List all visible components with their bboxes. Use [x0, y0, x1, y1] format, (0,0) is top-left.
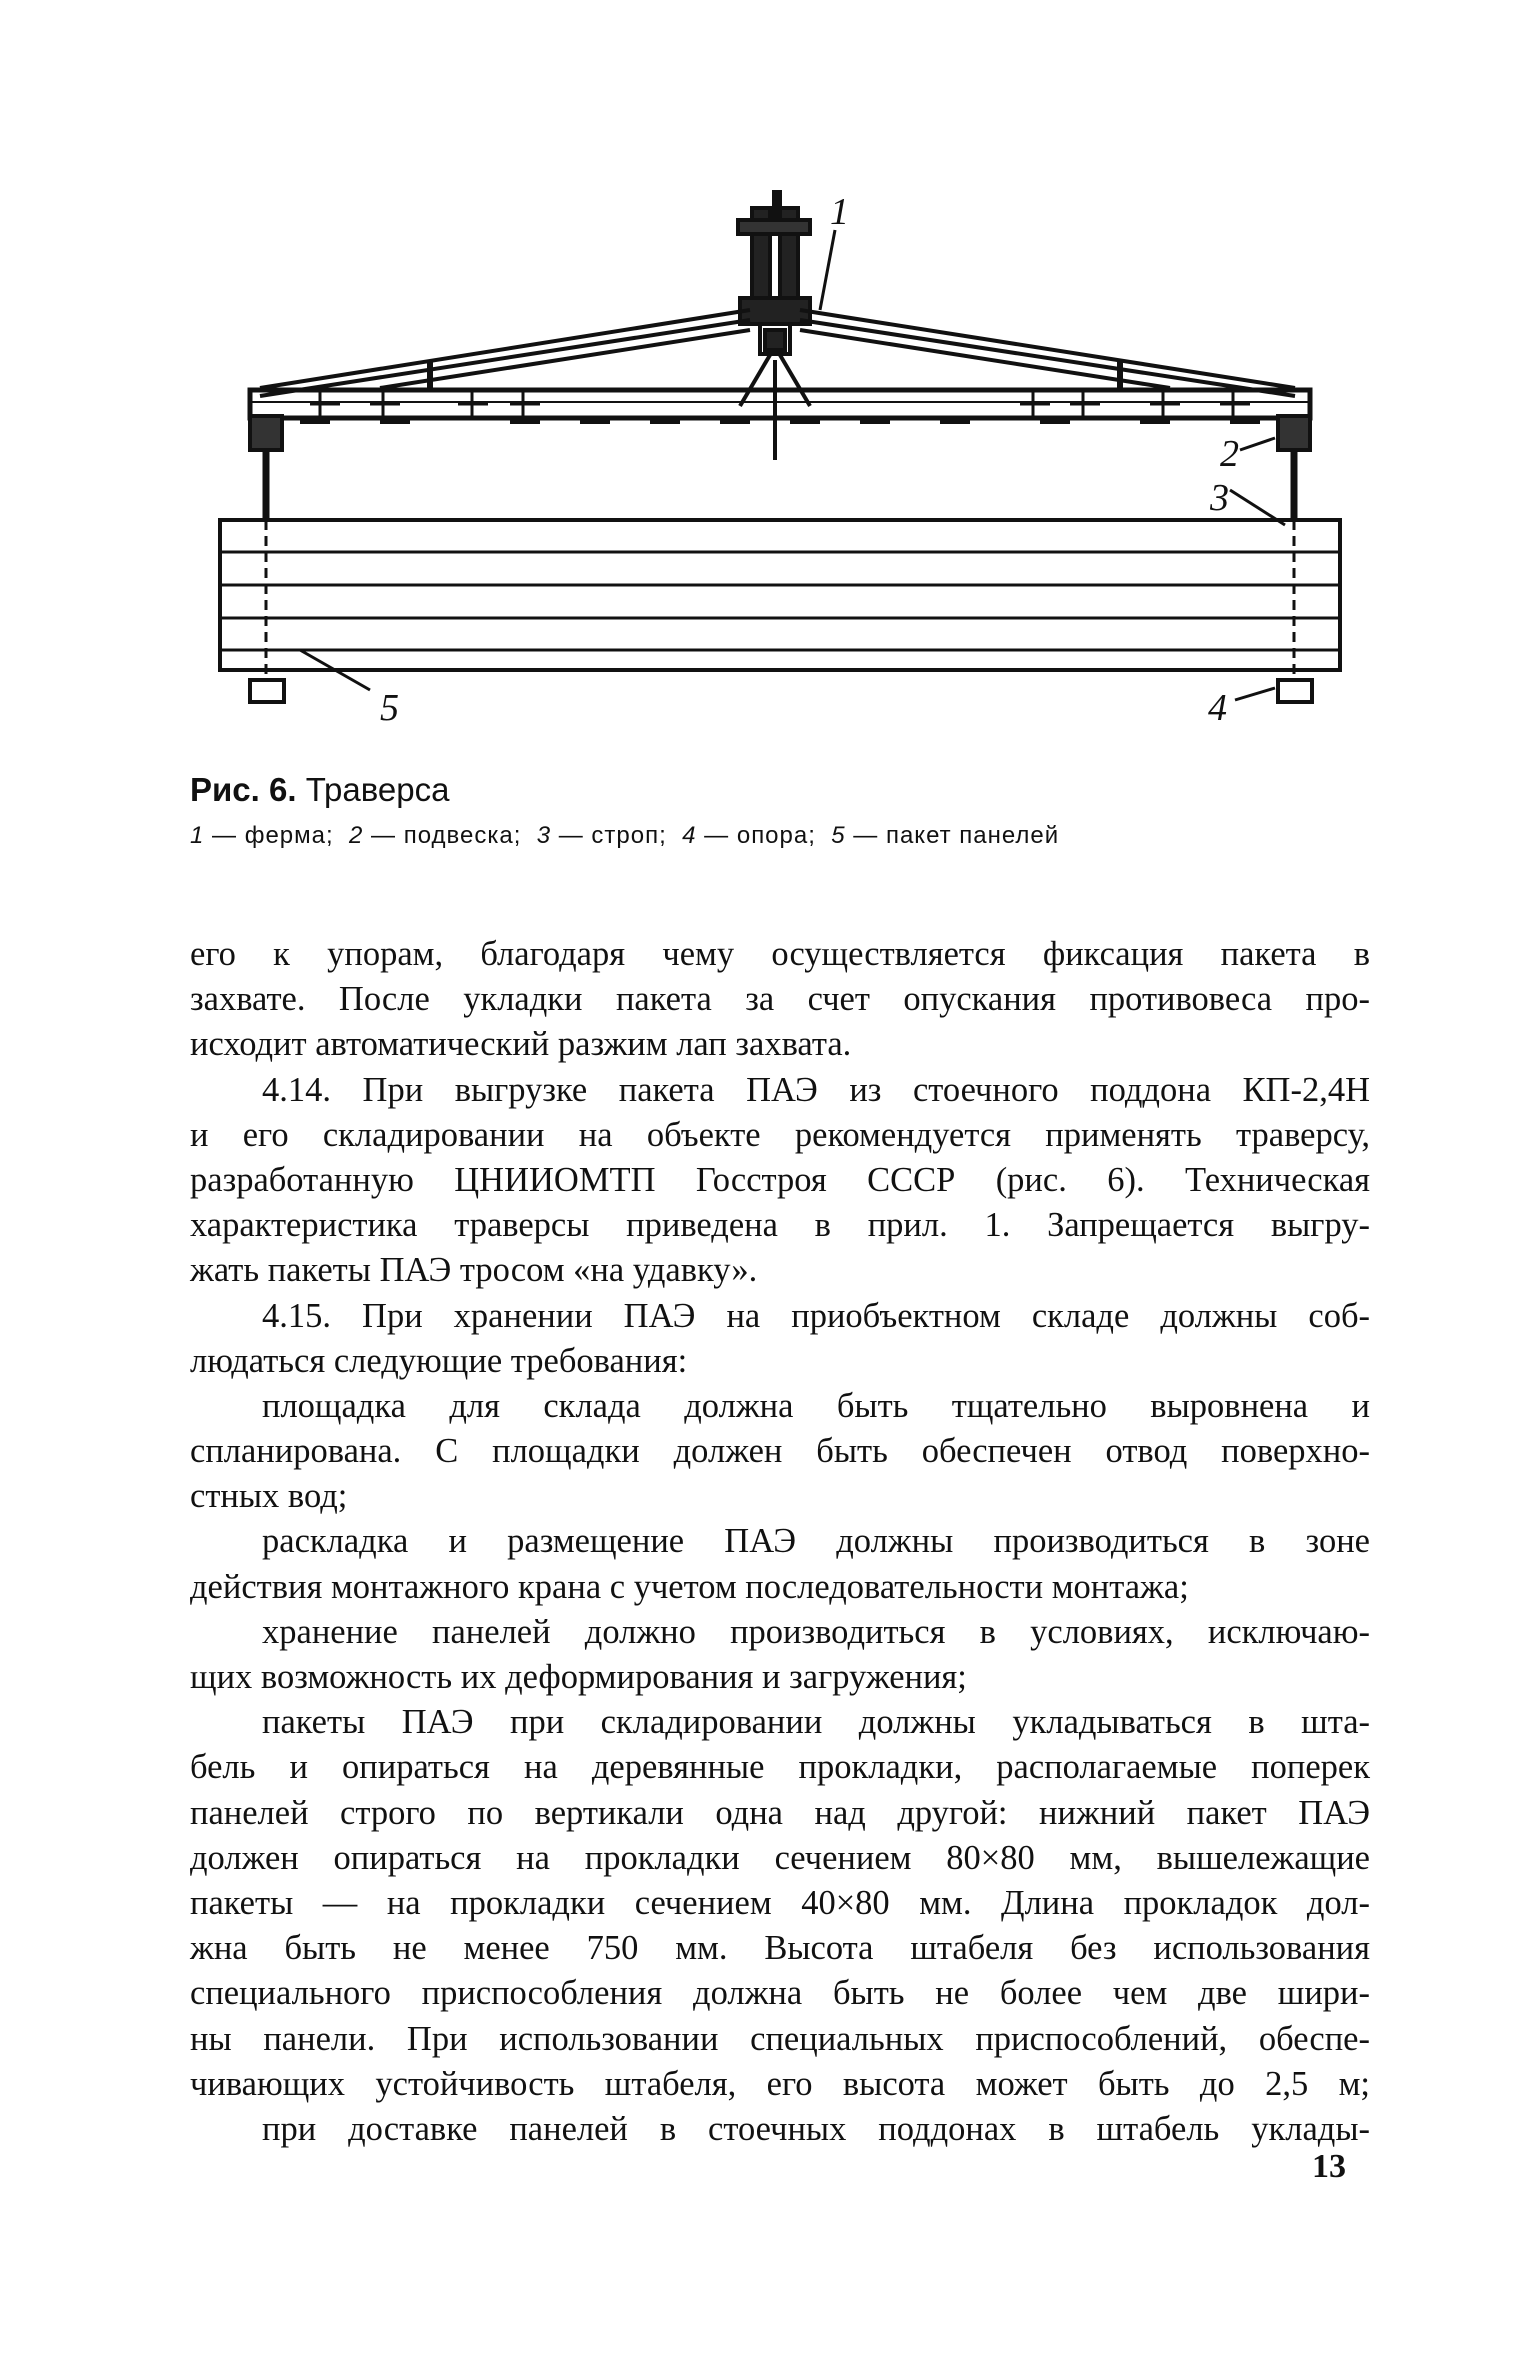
- text-line: жать пакеты ПАЭ тросом «на удавку».: [190, 1251, 758, 1290]
- text-line: людаться следующие требования:: [190, 1341, 688, 1380]
- text-line: должен опираться на прокладки сечением 80×80 мм, вышележащие: [190, 1838, 1370, 1877]
- caption-legend: [190, 822, 1390, 850]
- text-line: и его складировании на объекте рекомендуется применять траверсу,: [190, 1115, 1370, 1154]
- caption-title: Рис. 6. Траверса: [190, 771, 450, 808]
- text-line: стных вод;: [190, 1477, 348, 1516]
- text-line: площадка для склада должна быть тщательно выровнена и: [262, 1386, 1370, 1425]
- text-line: чивающих устойчивость штабеля, его высота может быть до 2,5 м;: [190, 2064, 1370, 2103]
- traverse-drawing: [180, 180, 1380, 760]
- text-line: исходит автоматический разжим лап захвата.: [190, 1025, 852, 1064]
- page-number: 13: [1312, 2148, 1346, 2185]
- text-line: разработанную ЦНИИОМТП Госстроя СССР (рис. 6). Техническая: [190, 1160, 1370, 1199]
- text-line: характеристика траверсы приведена в прил. 1. Запрещается выгру-: [190, 1206, 1370, 1245]
- text-line: его к упорам, благодаря чему осуществляется фиксация пакета в: [190, 935, 1370, 973]
- text-line: действия монтажного крана с учетом последовательности монтажа;: [190, 1567, 1189, 1606]
- text-line: щих возможность их деформирования и загружения;: [190, 1658, 967, 1696]
- text-line: бель и опираться на деревянные прокладки, располагаемые поперек: [190, 1748, 1370, 1787]
- callout-4: 4: [1208, 687, 1227, 729]
- callout-3: 3: [1210, 477, 1229, 519]
- text-line: захвате. После укладки пакета за счет опускания противовеса про-: [190, 980, 1370, 1019]
- figure-traverse: [180, 180, 1380, 760]
- text-line: пакеты — на прокладки сечением 40×80 мм. Длина прокладок дол-: [190, 1883, 1370, 1922]
- callout-1: 1: [830, 191, 849, 233]
- main-beam: [250, 390, 1310, 422]
- support-left: [250, 680, 284, 702]
- text-line: ны панели. При использовании специальных приспособлений, обеспе-: [190, 2019, 1370, 2058]
- text-line: при доставке панелей в стоечных поддонах в штабель уклады-: [262, 2109, 1370, 2148]
- support-right: [1278, 680, 1312, 702]
- panel-package: [220, 520, 1340, 680]
- text-line: 4.14. При выгрузке пакета ПАЭ из стоечного поддона КП-2,4Н: [262, 1070, 1370, 1109]
- text-line: хранение панелей должно производиться в условиях, исключаю-: [262, 1612, 1370, 1651]
- legend-item: 5 — пакет панелей: [831, 822, 1060, 849]
- text-line: специального приспособления должна быть не более чем две шири-: [190, 1974, 1370, 2013]
- suspension-right: [1278, 416, 1310, 520]
- callout-2: 2: [1220, 433, 1239, 475]
- legend-item: 3 — строп;: [536, 822, 667, 849]
- text-line: пакеты ПАЭ при складировании должны укладываться в шта-: [262, 1703, 1370, 1742]
- text-line: спланирована. С площадки должен быть обеспечен отвод поверхно-: [190, 1432, 1370, 1471]
- legend-item: 1 — ферма;: [190, 822, 334, 849]
- suspension-left: [250, 416, 282, 520]
- text-line: 4.15. При хранении ПАЭ на приобъектном складе должны соб-: [262, 1296, 1370, 1335]
- figure-caption: [190, 768, 1390, 850]
- legend-item: 4 — опора;: [682, 822, 816, 849]
- text-line: жна быть не менее 750 мм. Высота штабеля без использования: [190, 1929, 1370, 1968]
- legend-item: 2 — подвеска;: [349, 822, 522, 849]
- text-line: раскладка и размещение ПАЭ должны производиться в зоне: [262, 1522, 1370, 1561]
- text-line: панелей строго по вертикали одна над другой: нижний пакет ПАЭ: [190, 1793, 1370, 1832]
- callout-5: 5: [380, 687, 399, 729]
- body-text: [190, 932, 1370, 2152]
